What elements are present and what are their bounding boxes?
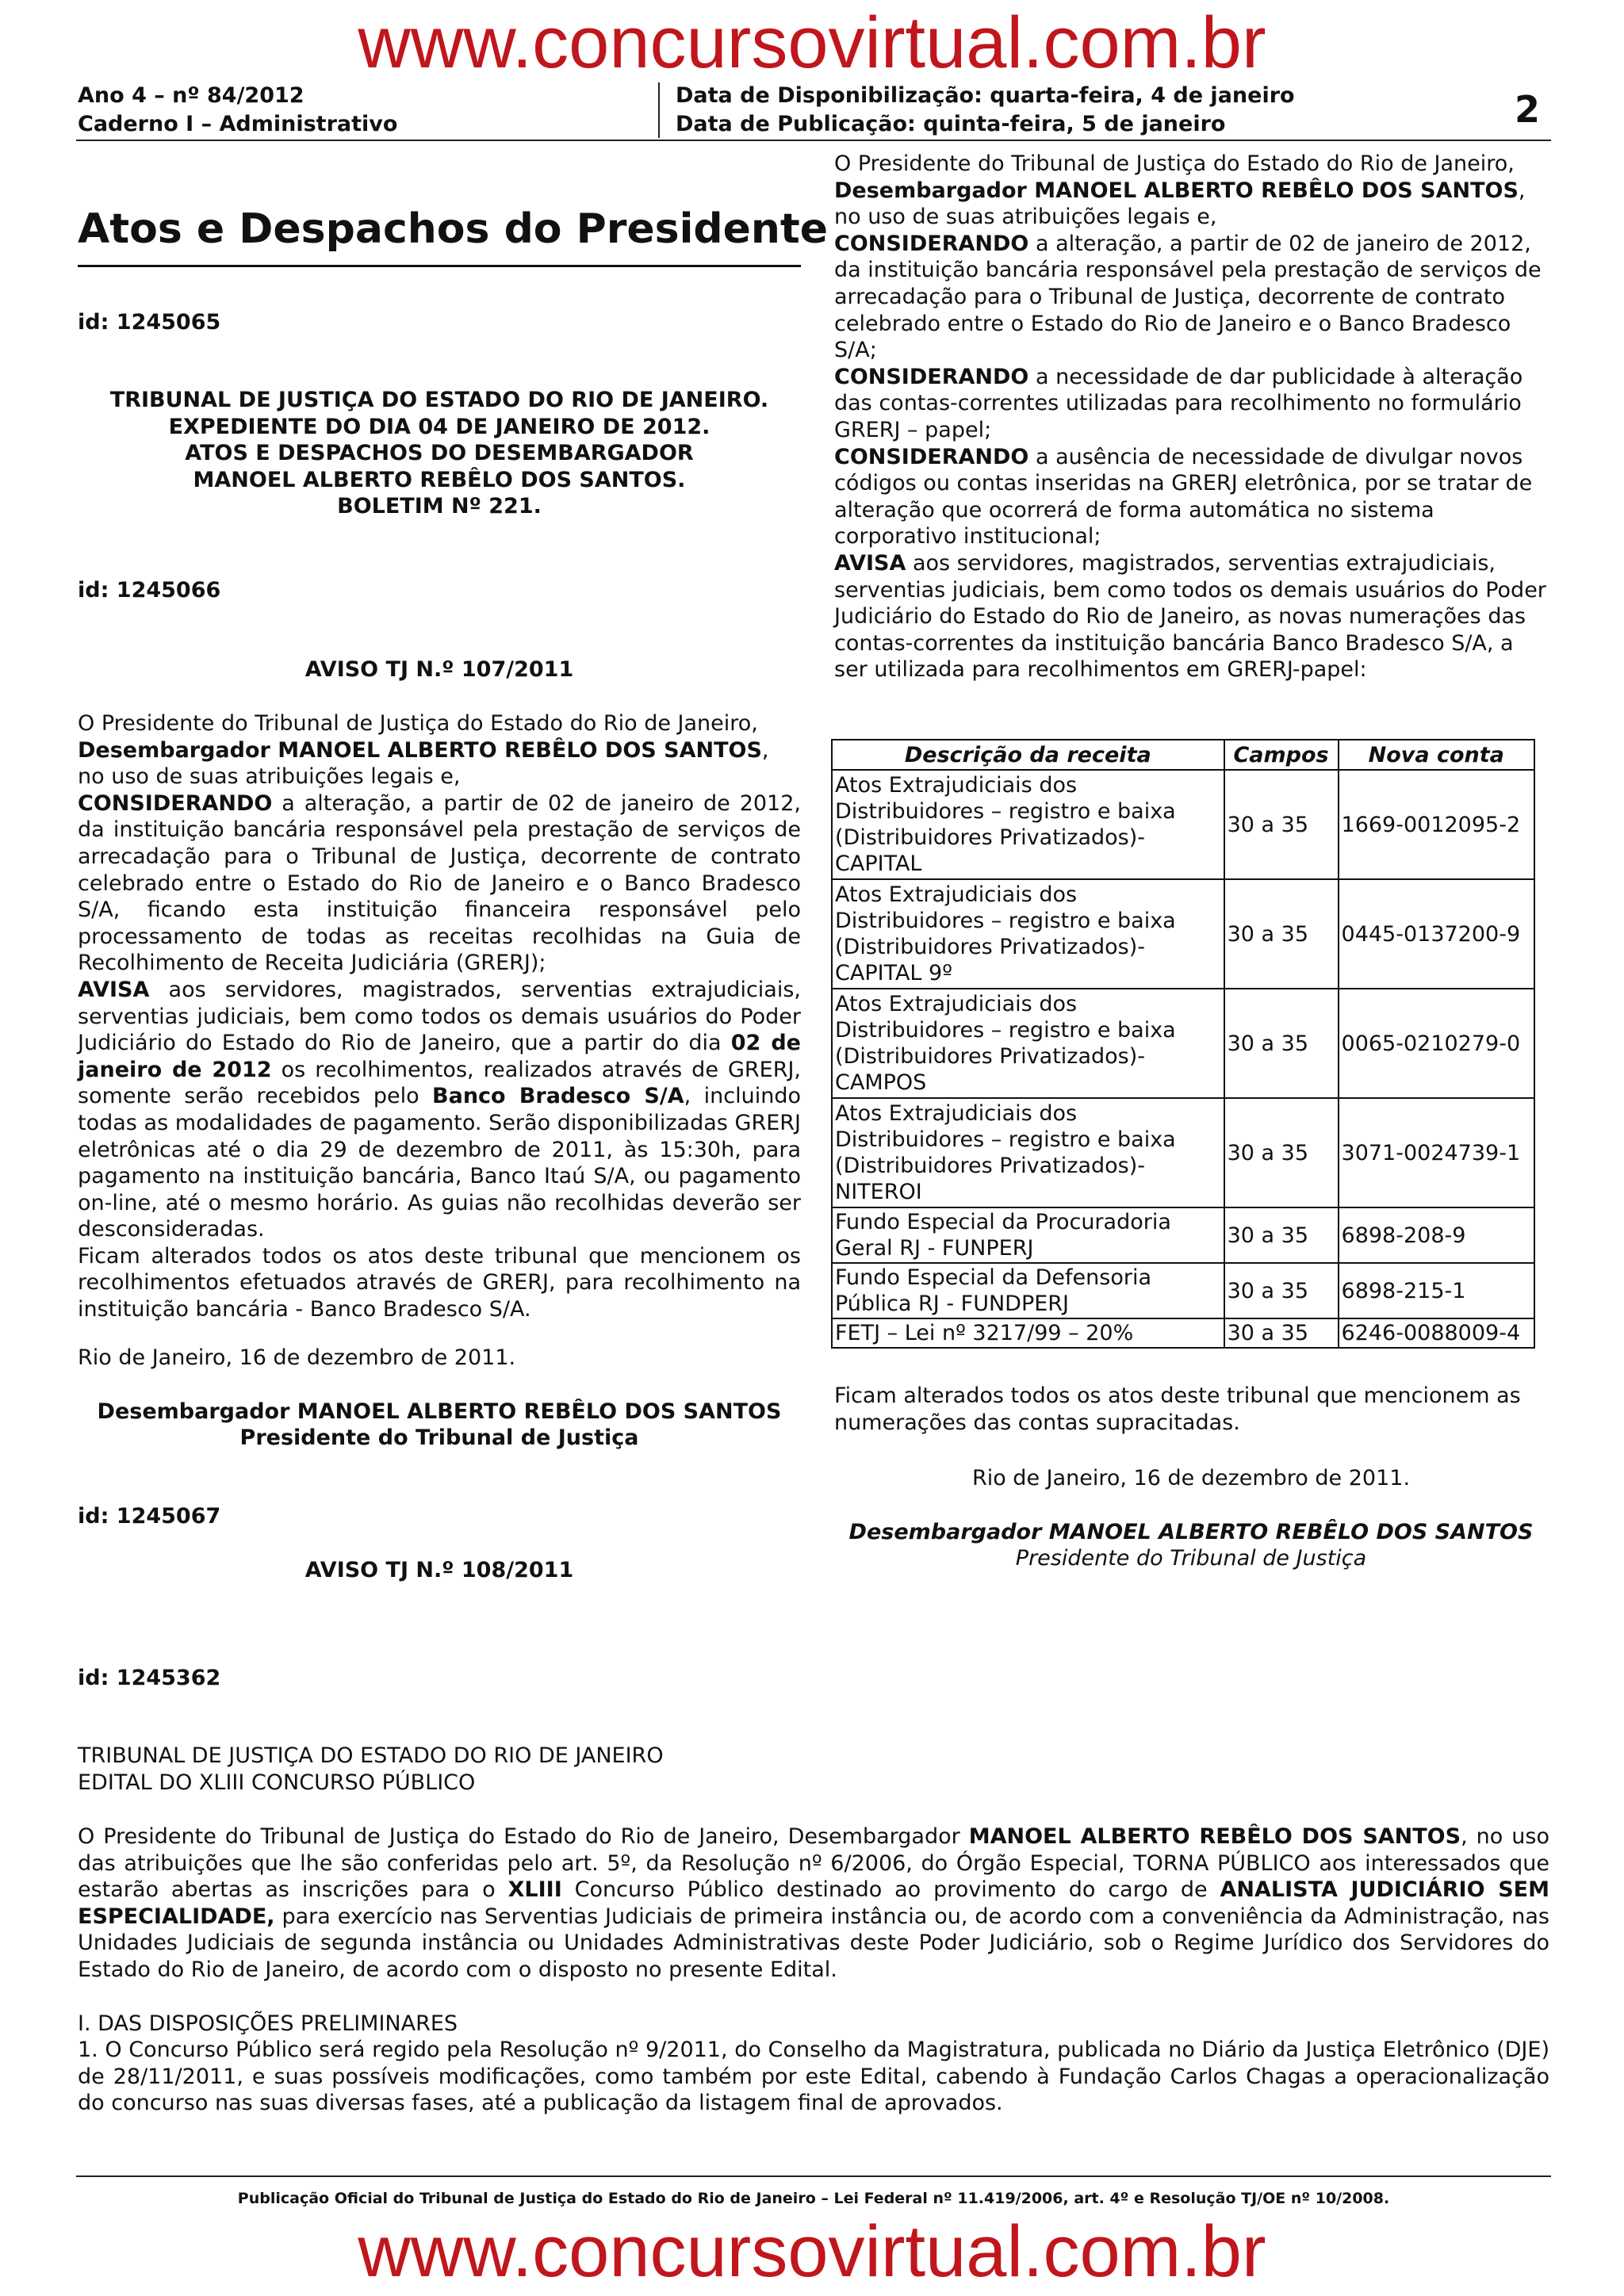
doc-id: id: 1245066 xyxy=(78,578,221,603)
signature-title: Presidente do Tribunal de Justiça xyxy=(1015,1546,1367,1571)
avisa-text: os recolhimentos, realizados através de GRERJ, somente serão recebidos pelo xyxy=(78,1057,801,1109)
avisa-bank: Banco Bradesco S/A xyxy=(432,1084,684,1109)
section-name: Caderno I – Administrativo xyxy=(78,112,398,136)
punctuation: , xyxy=(761,737,769,763)
account-number: 6898-215-1 xyxy=(1339,1263,1534,1318)
considerando-paragraph xyxy=(834,231,1548,364)
campos-cell: 30 a 35 xyxy=(1224,770,1339,879)
section-title-rule xyxy=(78,265,801,267)
campos-cell: 30 a 35 xyxy=(1224,1098,1339,1207)
signature-name: Desembargador MANOEL ALBERTO REBÊLO DOS SANTOS xyxy=(848,1520,1534,1544)
account-number: 0445-0137200-9 xyxy=(1339,879,1534,989)
campos-cell: 30 a 35 xyxy=(1224,1318,1339,1348)
availability-date: Data de Disponibilização: quarta-feira, 4 de janeiro xyxy=(676,83,1295,108)
tribunal-header-line: BOLETIM Nº 221. xyxy=(337,494,542,519)
watermark-bottom[interactable]: www.concursovirtual.com.br xyxy=(358,2211,1266,2292)
table-row xyxy=(832,1263,1534,1318)
signature-title: Presidente do Tribunal de Justiça xyxy=(239,1425,639,1450)
column-header: Campos xyxy=(1224,740,1339,770)
president-name: Desembargador MANOEL ALBERTO REBÊLO DOS SANTOS xyxy=(78,737,762,763)
avisa-date: 02 de janeiro de 2012 xyxy=(78,1031,801,1082)
account-number: 0065-0210279-0 xyxy=(1339,989,1534,1098)
opening-line: O Presidente do Tribunal de Justiça do Estado do Rio de Janeiro, xyxy=(78,711,758,736)
receita-description: FETJ – Lei nº 3217/99 – 20% xyxy=(832,1318,1224,1348)
president-name: Desembargador MANOEL ALBERTO REBÊLO DOS SANTOS xyxy=(834,178,1519,203)
header-divider xyxy=(658,82,660,138)
table-header-row xyxy=(832,740,1534,770)
table-row xyxy=(832,1207,1534,1263)
opening-name-line xyxy=(834,178,1548,205)
avisa-text: aos servidores, magistrados, serventias extrajudiciais, serventias judiciais, bem como todos os demais usuários do Poder Judiciário do Estado do Rio de Janeiro, as novas numerações das contas-correntes da instituição bancária Banco Bradesco S/A, a ser utilizada para recolhimentos em GRERJ-papel: xyxy=(834,550,1546,683)
signature-name: Desembargador MANOEL ALBERTO REBÊLO DOS SANTOS xyxy=(97,1399,782,1424)
considerando-paragraph xyxy=(834,444,1548,550)
aviso-108-body xyxy=(834,151,1548,683)
header-rule xyxy=(76,140,1551,141)
receita-description: Fundo Especial da Procuradoria Geral RJ - FUNPERJ xyxy=(832,1207,1224,1263)
tribunal-header-line: EXPEDIENTE DO DIA 04 DE JANEIRO DE 2012. xyxy=(168,414,710,439)
concurso-number: XLIII xyxy=(508,1877,562,1903)
considerando-keyword: CONSIDERANDO xyxy=(834,231,1029,256)
ficam-paragraph: Ficam alterados todos os atos deste tribunal que mencionem os recolhimentos efetuados através de GRERJ, para recolhimento na instituição bancária - Banco Bradesco S/A. xyxy=(78,1243,801,1322)
signature-date: Rio de Janeiro, 16 de dezembro de 2011. xyxy=(971,1466,1411,1490)
avisa-keyword: AVISA xyxy=(78,977,150,1002)
table-row xyxy=(832,1098,1534,1207)
tribunal-header-line: MANOEL ALBERTO REBÊLO DOS SANTOS. xyxy=(193,467,686,492)
campos-cell: 30 a 35 xyxy=(1224,1207,1339,1263)
account-number: 3071-0024739-1 xyxy=(1339,1098,1534,1207)
aviso-107-title: AVISO TJ N.º 107/2011 xyxy=(304,657,574,682)
tribunal-header-line: TRIBUNAL DE JUSTIÇA DO ESTADO DO RIO DE JANEIRO. xyxy=(109,388,769,412)
footer-note: Publicação Oficial do Tribunal de Justiça do Estado do Rio de Janeiro – Lei Federal nº 11.419/2006, art. 4º e Resolução TJ/OE nº 10/2008. xyxy=(237,2190,1390,2207)
watermark-top[interactable]: www.concursovirtual.com.br xyxy=(358,2,1266,83)
edital-opening-paragraph xyxy=(78,1823,1549,1984)
considerando-keyword: CONSIDERANDO xyxy=(834,444,1029,469)
receita-description: Atos Extrajudiciais dos Distribuidores – registro e baixa (Distribuidores Privatizados)-CAPITAL xyxy=(832,770,1224,879)
edital-header-line: TRIBUNAL DE JUSTIÇA DO ESTADO DO RIO DE JANEIRO xyxy=(78,1743,664,1768)
column-header: Nova conta xyxy=(1339,740,1534,770)
considerando-text: a necessidade de dar publicidade à alteração das contas-correntes utilizadas para recolhimento no formulário GRERJ – papel; xyxy=(834,364,1523,442)
avisa-paragraph xyxy=(78,977,801,1243)
issue-number: Ano 4 – nº 84/2012 xyxy=(78,83,304,108)
avisa-paragraph xyxy=(834,550,1548,683)
receita-description: Atos Extrajudiciais dos Distribuidores – registro e baixa (Distribuidores Privatizados)-NITEROI xyxy=(832,1098,1224,1207)
table-row xyxy=(832,879,1534,989)
receita-description: Atos Extrajudiciais dos Distribuidores – registro e baixa (Distribuidores Privatizados)-CAPITAL 9º xyxy=(832,879,1224,989)
campos-cell: 30 a 35 xyxy=(1224,989,1339,1098)
opening-name-line xyxy=(78,737,801,764)
accounts-table xyxy=(831,739,1535,1349)
opening-authority: no uso de suas atribuições legais e, xyxy=(78,764,461,790)
edital-text: , no uso das atribuições que lhe são conferidas pelo art. 5º, da Resolução nº 6/2006, do Órgão Especial, TORNA PÚBLICO aos interessados que estarão abertas as inscrições para o xyxy=(78,1824,1550,1903)
edital-header-line: EDITAL DO XLIII CONCURSO PÚBLICO xyxy=(78,1770,476,1795)
doc-id: id: 1245065 xyxy=(78,310,221,335)
account-number: 6898-208-9 xyxy=(1339,1207,1534,1263)
edital-text: Concurso Público destinado ao provimento do cargo de xyxy=(561,1877,1220,1903)
opening-line: O Presidente do Tribunal de Justiça do Estado do Rio de Janeiro, xyxy=(834,151,1515,176)
doc-id: id: 1245067 xyxy=(78,1504,221,1529)
signature-date: Rio de Janeiro, 16 de dezembro de 2011. xyxy=(78,1345,516,1370)
opening-authority: no uso de suas atribuições legais e, xyxy=(834,205,1217,230)
avisa-text: aos servidores, magistrados, serventias extrajudiciais, serventias judiciais, bem como todos os demais usuários do Poder Judiciário do Estado do Rio de Janeiro, que a partir do dia xyxy=(78,977,801,1056)
table-row xyxy=(832,770,1534,879)
campos-cell: 30 a 35 xyxy=(1224,1263,1339,1318)
column-header: Descrição da receita xyxy=(832,740,1224,770)
receita-description: Atos Extrajudiciais dos Distribuidores – registro e baixa (Distribuidores Privatizados)-CAMPOS xyxy=(832,989,1224,1098)
cargo-name: ANALISTA JUDICIÁRIO SEM ESPECIALIDADE, xyxy=(78,1877,1549,1929)
table-row xyxy=(832,989,1534,1098)
account-number: 6246-0088009-4 xyxy=(1339,1318,1534,1348)
tribunal-header xyxy=(78,387,801,520)
edital-text: para exercício nas Serventias Judiciais de primeira instância ou, de acordo com a conveniência da Administração, nas Unidades Judiciais de segunda instância ou Unidades Administrativas deste Poder Judiciário, sob o Regime Jurídico dos Servidores do Estado do Rio de Janeiro, de acordo com o disposto no presente Edital. xyxy=(78,1904,1549,1982)
edital-item-1: 1. O Concurso Público será regido pela Resolução nº 9/2011, do Conselho da Magistratura, publicada no Diário da Justiça Eletrônico (DJE) de 28/11/2011, e suas possíveis modificações, como também por este Edital, cabendo à Fundação Carlos Chagas a operacionalização do concurso nas suas diversas fases, até a publicação da listagem final de aprovados. xyxy=(78,2038,1549,2116)
section-title: Atos e Despachos do Presidente xyxy=(78,205,829,253)
considerando-keyword: CONSIDERANDO xyxy=(78,790,273,816)
considerando-keyword: CONSIDERANDO xyxy=(834,364,1029,389)
avisa-text: , incluindo todas as modalidades de pagamento. Serão disponibilizadas GRERJ eletrônicas até o dia 29 de dezembro de 2011, às 15:30h, para pagamento na instituição bancária, Banco Itaú S/A, ou pagamento on-line, até o mesmo horário. As guias não recolhidas deverão ser desconsideradas. xyxy=(78,1084,801,1242)
campos-cell: 30 a 35 xyxy=(1224,879,1339,989)
receita-description: Fundo Especial da Defensoria Pública RJ - FUNDPERJ xyxy=(832,1263,1224,1318)
considerando-paragraph xyxy=(78,790,801,977)
considerando-text: a ausência de necessidade de divulgar novos códigos ou contas inseridas na GRERJ eletrônica, por se tratar de alteração que ocorrerá de forma automática no sistema corporativo institucional; xyxy=(834,444,1533,549)
edital-text: O Presidente do Tribunal de Justiça do Estado do Rio de Janeiro, Desembargador xyxy=(78,1824,969,1849)
doc-id: id: 1245362 xyxy=(78,1666,221,1690)
publication-date: Data de Publicação: quinta-feira, 5 de janeiro xyxy=(676,112,1226,136)
punctuation: , xyxy=(1518,178,1526,203)
considerando-text: a alteração, a partir de 02 de janeiro de 2012, da instituição bancária responsável pela prestação de serviços de arrecadação para o Tribunal de Justiça, decorrente de contrato celebrado entre o Estado do Rio de Janeiro e o Banco Bradesco S/A; xyxy=(834,231,1542,363)
table-row xyxy=(832,1318,1534,1348)
edital-header xyxy=(78,1743,664,1796)
tribunal-header-line: ATOS E DESPACHOS DO DESEMBARGADOR xyxy=(185,441,694,466)
aviso-108-title: AVISO TJ N.º 108/2011 xyxy=(304,1558,574,1582)
section-heading: I. DAS DISPOSIÇÕES PRELIMINARES xyxy=(78,2011,458,2036)
aviso-107-body xyxy=(78,710,801,1323)
avisa-keyword: AVISA xyxy=(834,550,906,576)
page-number: 2 xyxy=(1515,88,1541,131)
account-number: 1669-0012095-2 xyxy=(1339,770,1534,879)
president-name: MANOEL ALBERTO REBÊLO DOS SANTOS xyxy=(968,1824,1461,1849)
considerando-paragraph xyxy=(834,364,1548,444)
considerando-text: a alteração, a partir de 02 de janeiro de 2012, da instituição bancária responsável pela prestação de serviços de arrecadação para o Tribunal de Justiça, decorrente de contrato celebrado entre o Estado do Rio de Janeiro e o Banco Bradesco S/A, ficando esta instituição financeira responsável pelo processamento de todas as receitas recolhidas na Guia de Recolhimento de Receita Judiciária (GRERJ); xyxy=(78,790,801,976)
footer-rule xyxy=(76,2175,1551,2177)
ficam-paragraph: Ficam alterados todos os atos deste tribunal que mencionem as numerações das contas supracitadas. xyxy=(834,1383,1521,1435)
